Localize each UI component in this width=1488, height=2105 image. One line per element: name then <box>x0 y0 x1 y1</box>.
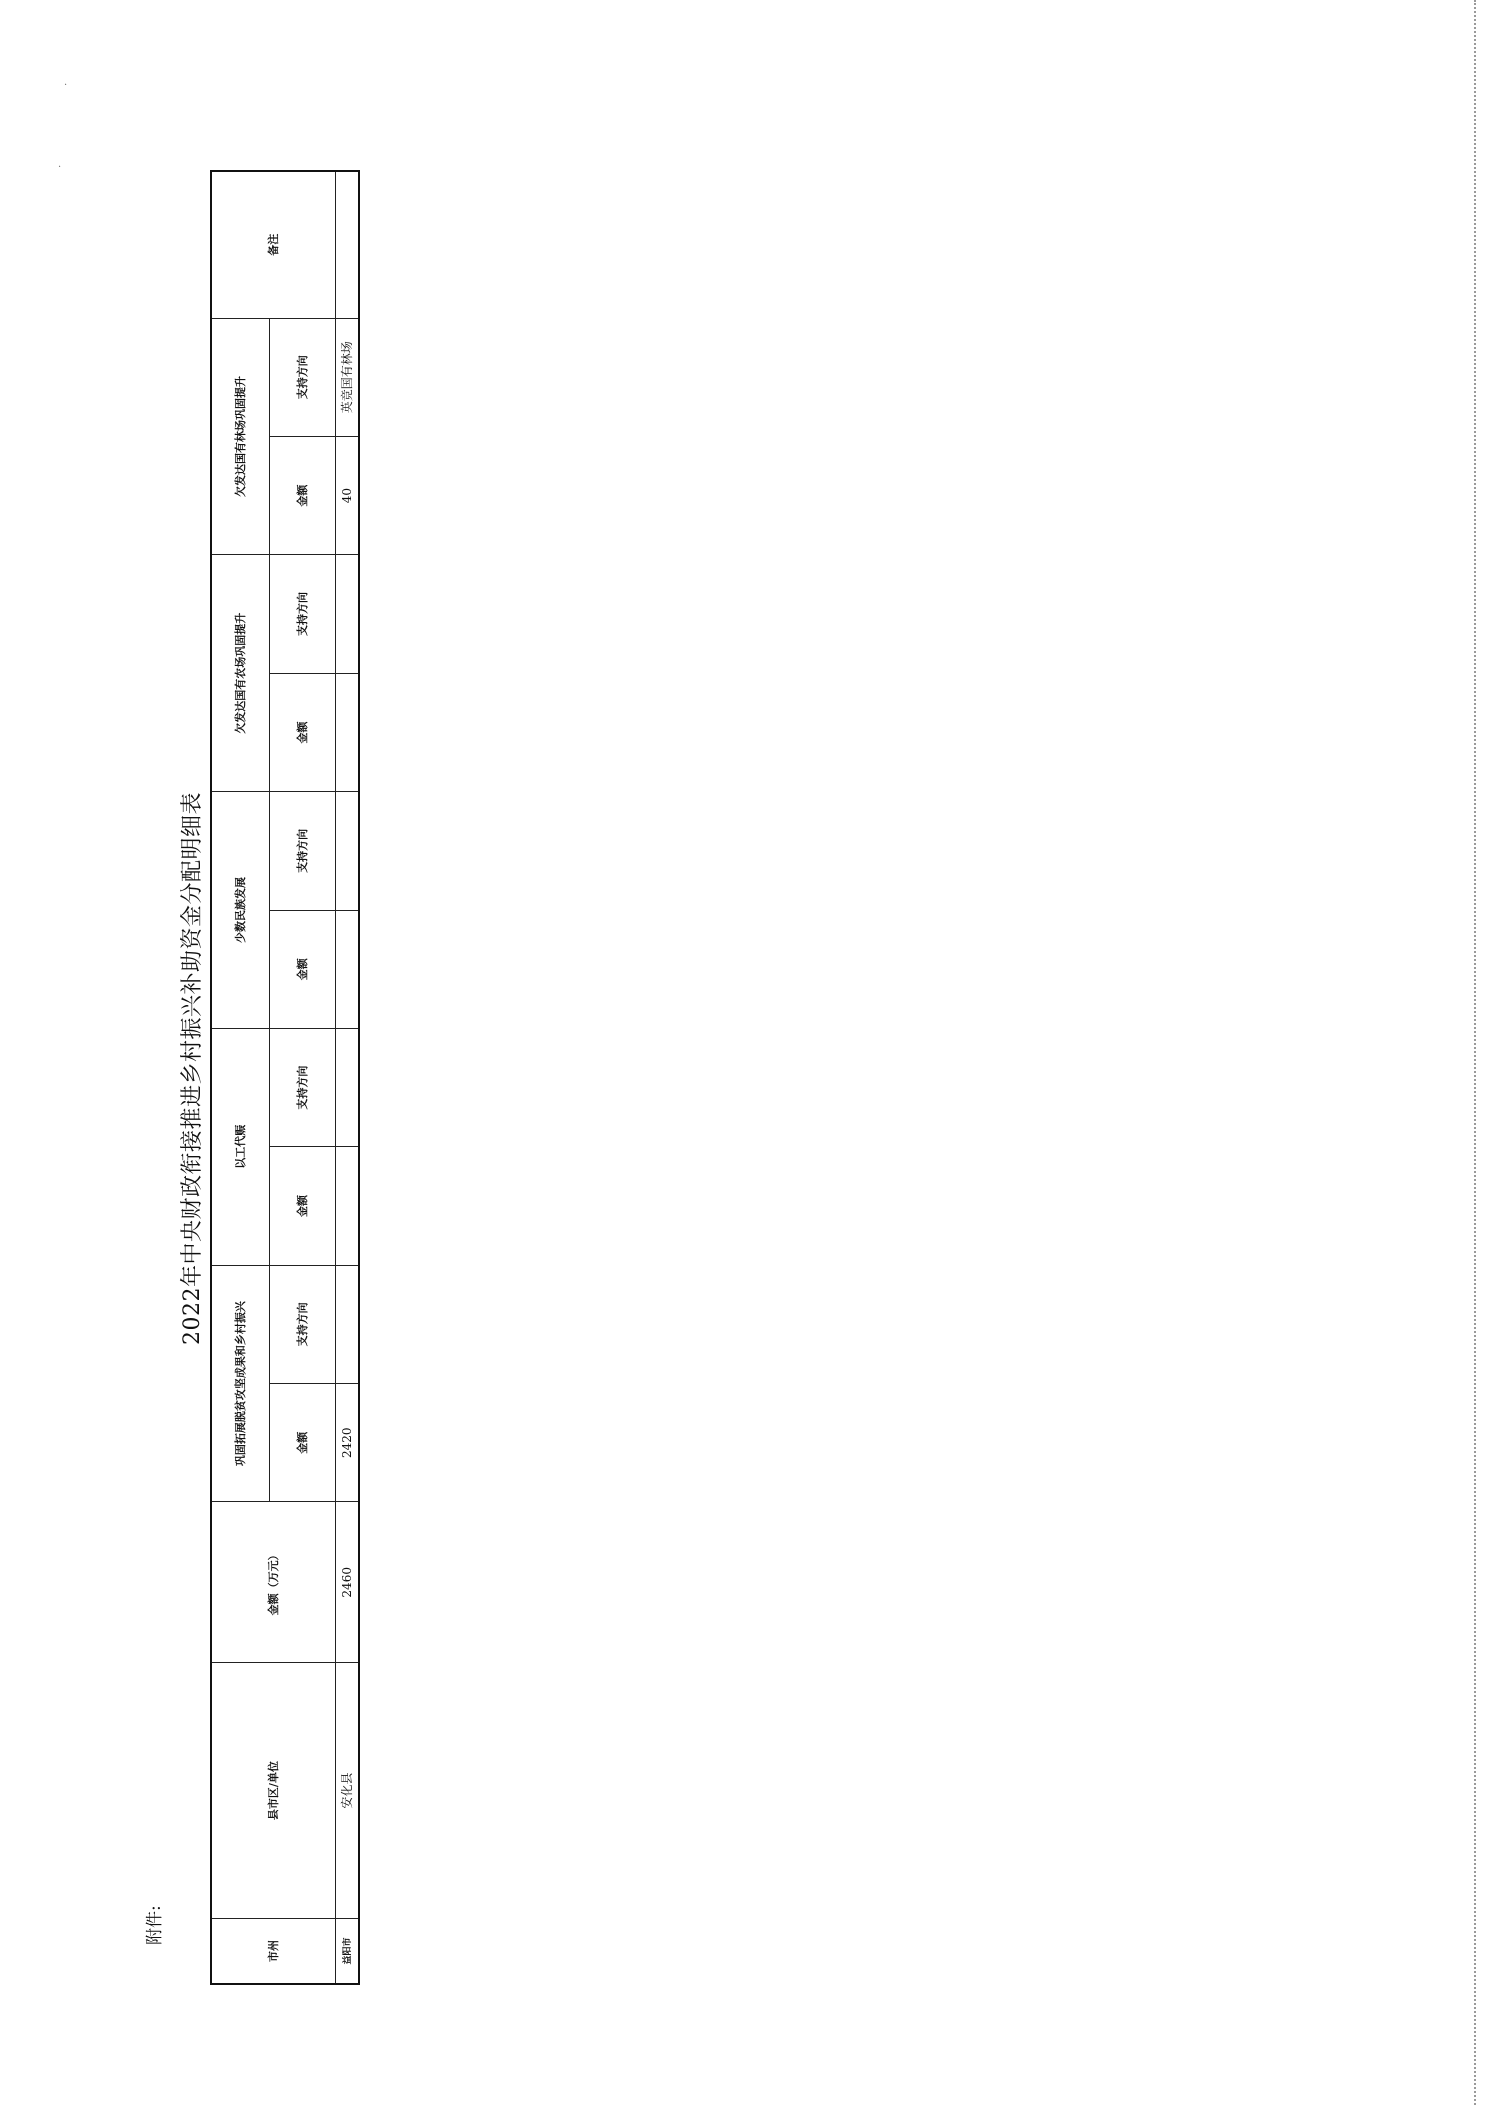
cell-total: 2460 <box>335 1502 359 1663</box>
header-direction: 支持方向 <box>269 1028 335 1146</box>
cell-g2-direction <box>335 1028 359 1146</box>
scan-speck: · <box>64 80 68 91</box>
cell-county: 安化县 <box>335 1663 359 1919</box>
header-group-4: 欠发达国有农场巩固提升 <box>211 555 269 792</box>
scan-speck: · <box>58 162 62 173</box>
header-group-5: 欠发达国有林场巩固提升 <box>211 318 269 555</box>
cell-g1-amount: 2420 <box>335 1384 359 1502</box>
document-title: 2022年中央财政衔接推进乡村振兴补助资金分配明细表 <box>180 792 205 1345</box>
header-city: 市州 <box>211 1918 335 1984</box>
allocation-table-wrapper <box>210 170 358 1985</box>
table-row <box>335 171 359 1984</box>
header-group-2: 以工代赈 <box>211 1028 269 1265</box>
cell-g1-direction <box>335 1265 359 1383</box>
cell-g4-amount <box>335 673 359 791</box>
header-total: 金额（万元） <box>211 1502 335 1663</box>
cell-g2-amount <box>335 1147 359 1265</box>
cell-g5-direction: 英竞国有林场 <box>335 318 359 436</box>
page-edge <box>1474 0 1479 2105</box>
header-direction: 支持方向 <box>269 318 335 436</box>
header-county: 县市区/单位 <box>211 1663 335 1919</box>
cell-g3-direction <box>335 792 359 910</box>
cell-g5-amount: 40 <box>335 436 359 554</box>
header-amount: 金额 <box>269 910 335 1028</box>
cell-city: 益阳市 <box>335 1918 359 1984</box>
header-group-3: 少数民族发展 <box>211 792 269 1029</box>
header-amount: 金额 <box>269 436 335 554</box>
header-direction: 支持方向 <box>269 792 335 910</box>
cell-remark <box>335 171 359 318</box>
header-direction: 支持方向 <box>269 1265 335 1383</box>
cell-g3-amount <box>335 910 359 1028</box>
header-amount: 金额 <box>269 1147 335 1265</box>
allocation-table <box>210 170 360 1985</box>
header-direction: 支持方向 <box>269 555 335 673</box>
header-remark: 备注 <box>211 171 335 318</box>
cell-g4-direction <box>335 555 359 673</box>
header-amount: 金额 <box>269 1384 335 1502</box>
header-amount: 金额 <box>269 673 335 791</box>
header-group-1: 巩固拓展脱贫攻坚成果和乡村振兴 <box>211 1265 269 1502</box>
attachment-label: 附件: <box>145 1905 165 1945</box>
